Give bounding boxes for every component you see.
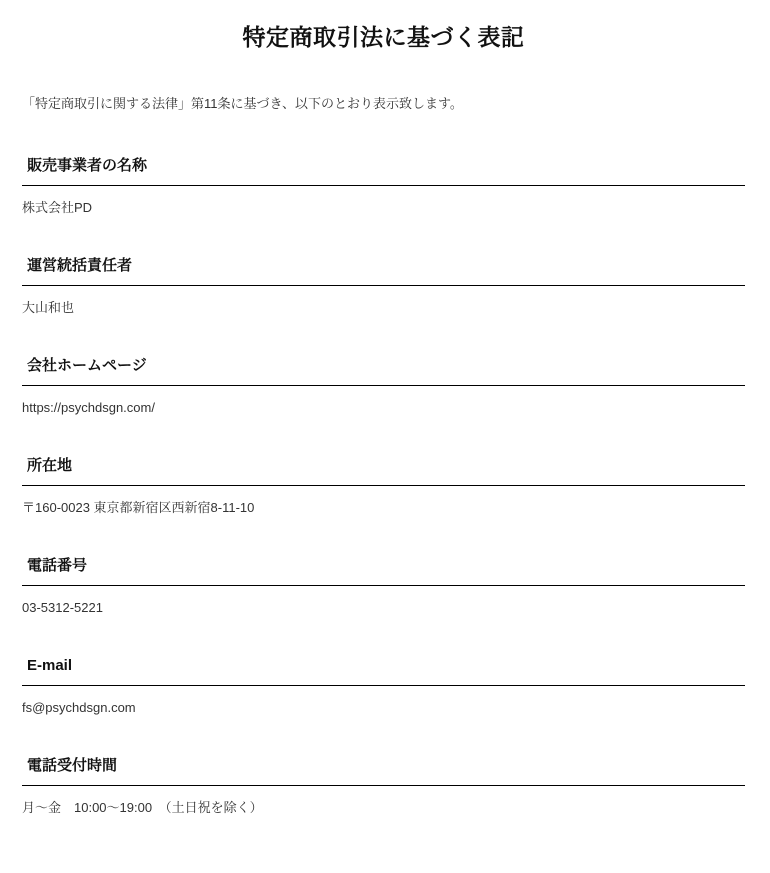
page-title: 特定商取引法に基づく表記 bbox=[242, 24, 525, 50]
section-heading: E-mail bbox=[22, 658, 745, 686]
section-heading: 所在地 bbox=[22, 458, 745, 486]
section-phone-number bbox=[22, 558, 745, 615]
section-heading: 電話番号 bbox=[22, 558, 745, 586]
section-value: 月～金 10:00～19:00 （土日祝を除く） bbox=[22, 800, 263, 815]
section-email bbox=[22, 658, 745, 715]
section-heading: 販売事業者の名称 bbox=[22, 158, 745, 186]
section-list bbox=[22, 158, 745, 815]
section-value: 株式会社PD bbox=[22, 200, 93, 215]
section-heading: 運営統括責任者 bbox=[22, 258, 745, 286]
intro-text: 「特定商取引に関する法律」第11条に基づき、以下のとおり表示致します。 bbox=[22, 96, 463, 111]
section-value-url: https://psychdsgn.com/ bbox=[22, 400, 155, 415]
section-value: 〒160-0023 東京都新宿区西新宿8-11-10 bbox=[22, 500, 255, 515]
section-value: 大山和也 bbox=[22, 300, 75, 315]
section-value: 03-5312-5221 bbox=[22, 600, 103, 615]
section-phone-hours bbox=[22, 758, 745, 815]
section-heading: 電話受付時間 bbox=[22, 758, 745, 786]
section-operations-manager bbox=[22, 258, 745, 315]
section-value-email: fs@psychdsgn.com bbox=[22, 700, 136, 715]
section-address bbox=[22, 458, 745, 515]
section-seller-name bbox=[22, 158, 745, 215]
section-company-homepage bbox=[22, 358, 745, 415]
section-heading: 会社ホームページ bbox=[22, 358, 745, 386]
